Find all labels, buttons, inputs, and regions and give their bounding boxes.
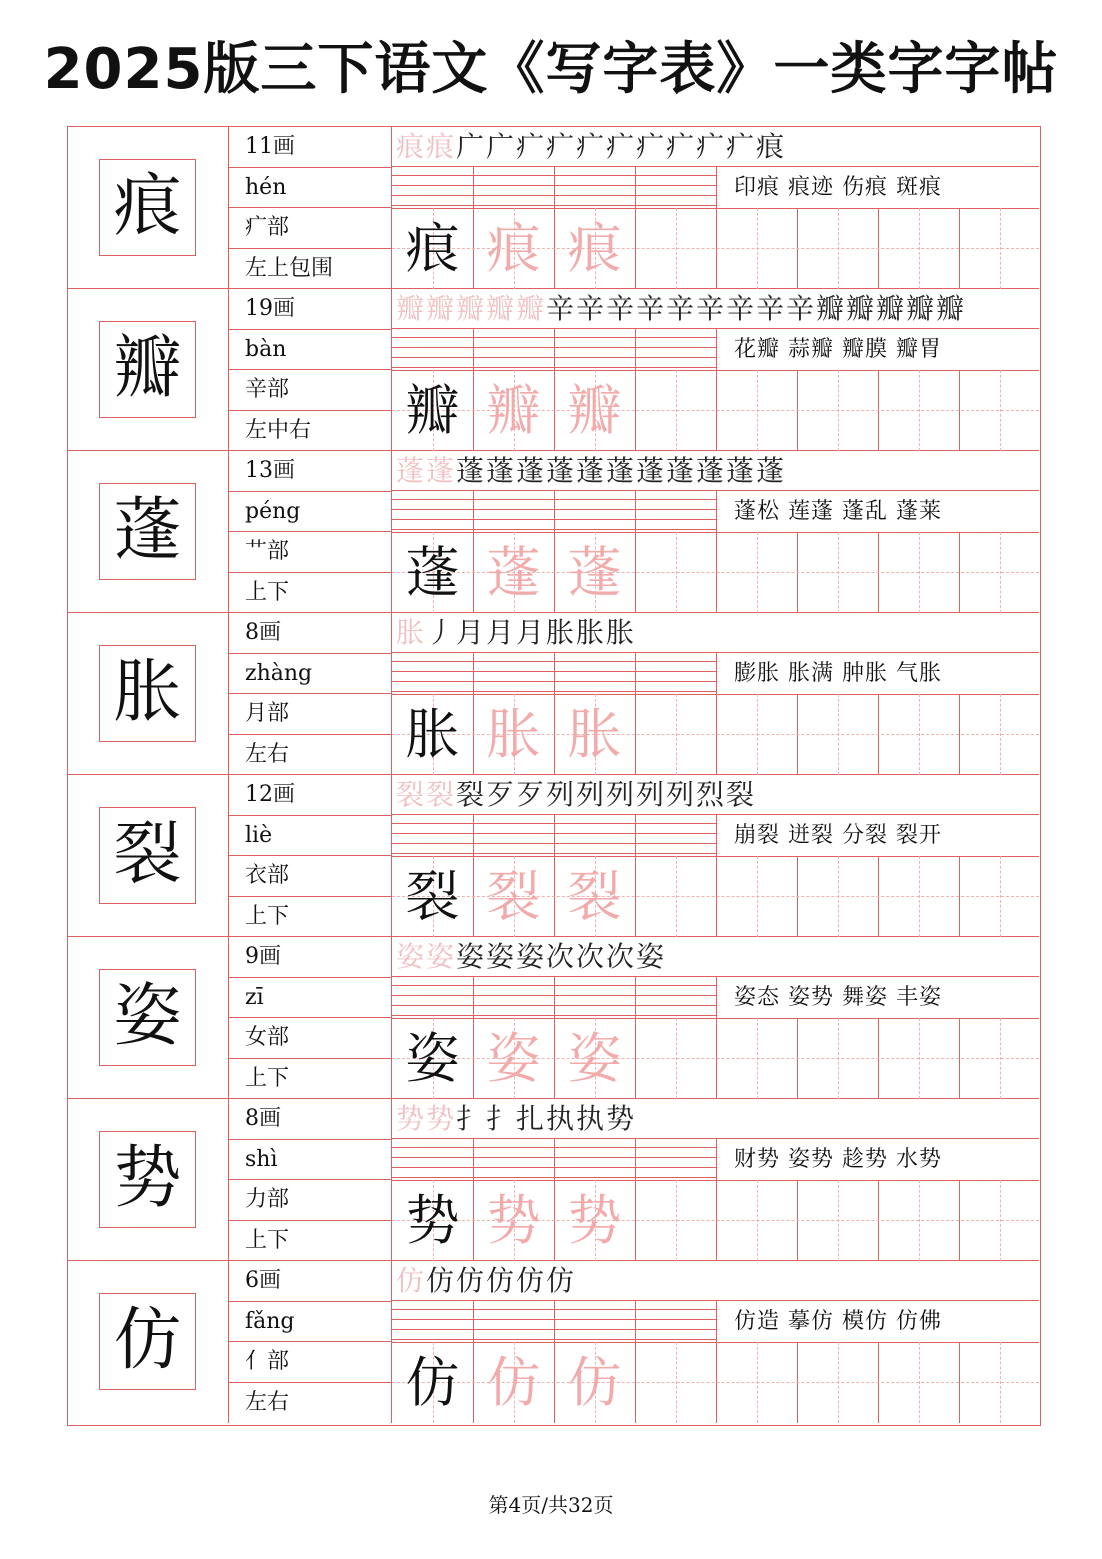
- pinyin: zī: [229, 978, 391, 1019]
- trace-character: 胀: [486, 703, 541, 766]
- trace-character: 痕: [486, 217, 541, 280]
- stroke-order-ghost: 痕痕: [396, 130, 457, 163]
- example-words: 蓬松 莲蓬 蓬乱 蓬莱: [734, 499, 942, 524]
- page-number: 第4页/共32页: [488, 1493, 614, 1517]
- character-row: [68, 1099, 1039, 1261]
- trace-character: 姿: [486, 1027, 541, 1090]
- stroke-count: 9画: [229, 937, 391, 978]
- stroke-order-sequence: 姿姿姿次次次姿: [456, 940, 667, 973]
- practice-grid: [392, 127, 1039, 288]
- grid-line: [635, 977, 636, 1099]
- stroke-order-sequence: 丿月月月胀胀胀: [426, 616, 637, 649]
- big-character: 裂: [99, 807, 196, 904]
- stroke-order: [392, 775, 1039, 815]
- structure: 上下: [245, 1065, 290, 1091]
- copybook-sheet: [67, 126, 1041, 1426]
- trace-character: 蓬: [567, 541, 622, 604]
- stroke-order: [392, 127, 1039, 167]
- model-character: 姿: [405, 1027, 460, 1090]
- trace-character: 仿: [567, 1351, 622, 1414]
- trace-character: 裂: [486, 865, 541, 928]
- stroke-count: 6画: [229, 1261, 391, 1302]
- grid-line: [635, 167, 636, 289]
- example-words: 花瓣 蒜瓣 瓣膜 瓣胃: [734, 337, 942, 362]
- trace-character: 蓬: [486, 541, 541, 604]
- radical: 衣部: [229, 856, 391, 897]
- stroke-order: [392, 1099, 1039, 1139]
- stroke-order-ghost: 瓣瓣瓣瓣瓣: [396, 292, 547, 325]
- trace-character: 瓣: [567, 379, 622, 442]
- stroke-order-sequence: 仿仿仿仿仿: [426, 1264, 577, 1297]
- stroke-order-sequence: 辛辛辛辛辛辛辛辛辛瓣瓣瓣瓣瓣: [546, 292, 967, 325]
- pinyin: shì: [229, 1140, 391, 1181]
- page-title: 2025版三下语文《写字表》一类字字帖: [43, 37, 1059, 102]
- stroke-count: 12画: [229, 775, 391, 816]
- grid-line: [716, 653, 717, 775]
- example-words: 姿态 姿势 舞姿 丰姿: [734, 985, 942, 1010]
- stroke-count: 19画: [229, 289, 391, 330]
- big-character: 痕: [99, 159, 196, 256]
- stroke-order: [392, 451, 1039, 491]
- pinyin: bàn: [229, 330, 391, 371]
- grid-line: [716, 1139, 717, 1261]
- info-column: [229, 775, 392, 936]
- radical: 辛部: [229, 370, 391, 411]
- practice-grid: [392, 937, 1039, 1098]
- grid-line: [716, 167, 717, 289]
- big-character: 姿: [99, 969, 196, 1066]
- big-char-cell: [68, 613, 229, 774]
- info-column: [229, 1099, 392, 1260]
- big-character: 胀: [99, 645, 196, 742]
- radical: 女部: [229, 1018, 391, 1059]
- structure: 左上包围: [245, 255, 334, 281]
- structure: 上下: [245, 903, 290, 929]
- stroke-order-sequence: 扌扌扎执执势: [456, 1102, 637, 1135]
- pinyin: hén: [229, 168, 391, 209]
- character-row: [68, 1261, 1039, 1423]
- big-char-cell: [68, 127, 229, 288]
- example-words: 财势 姿势 趁势 水势: [734, 1147, 942, 1172]
- character-row: [68, 451, 1039, 613]
- big-char-cell: [68, 937, 229, 1098]
- radical: 艹部: [229, 532, 391, 573]
- big-character: 势: [99, 1131, 196, 1228]
- big-char-cell: [68, 1099, 229, 1260]
- stroke-order-ghost: 势势: [396, 1102, 457, 1135]
- character-row: [68, 613, 1039, 775]
- info-column: [229, 127, 392, 288]
- stroke-count: 13画: [229, 451, 391, 492]
- big-character: 仿: [99, 1293, 196, 1390]
- example-words: 崩裂 迸裂 分裂 裂开: [734, 823, 942, 848]
- grid-line: [635, 815, 636, 937]
- grid-line: [716, 977, 717, 1099]
- stroke-count: 11画: [229, 127, 391, 168]
- trace-character: 势: [567, 1189, 622, 1252]
- model-character: 蓬: [405, 541, 460, 604]
- grid-line: [635, 653, 636, 775]
- big-char-cell: [68, 289, 229, 450]
- example-words: 仿造 摹仿 模仿 仿佛: [734, 1309, 942, 1334]
- stroke-order-ghost: 裂裂: [396, 778, 457, 811]
- info-column: [229, 289, 392, 450]
- pinyin: zhàng: [229, 654, 391, 695]
- stroke-count: 8画: [229, 1099, 391, 1140]
- model-character: 势: [405, 1189, 460, 1252]
- info-column: [229, 1261, 392, 1423]
- info-column: [229, 613, 392, 774]
- grid-line: [716, 329, 717, 451]
- radical: 力部: [229, 1180, 391, 1221]
- trace-character: 势: [486, 1189, 541, 1252]
- structure: 左中右: [245, 417, 312, 443]
- stroke-order-ghost: 仿: [396, 1264, 427, 1297]
- trace-character: 痕: [567, 217, 622, 280]
- character-row: [68, 937, 1039, 1099]
- model-character: 痕: [405, 217, 460, 280]
- trace-character: 瓣: [486, 379, 541, 442]
- stroke-order: [392, 289, 1039, 329]
- practice-grid: [392, 1099, 1039, 1260]
- grid-line: [635, 491, 636, 613]
- big-character: 蓬: [99, 483, 196, 580]
- radical: 月部: [229, 694, 391, 735]
- radical: 疒部: [229, 208, 391, 249]
- practice-grid: [392, 613, 1039, 774]
- pinyin: fǎng: [229, 1302, 391, 1343]
- grid-line: [635, 1301, 636, 1423]
- pinyin: péng: [229, 492, 391, 533]
- trace-character: 姿: [567, 1027, 622, 1090]
- trace-character: 胀: [567, 703, 622, 766]
- grid-line: [716, 491, 717, 613]
- example-words: 膨胀 胀满 肿胀 气胀: [734, 661, 942, 686]
- practice-grid: [392, 775, 1039, 936]
- structure: 上下: [245, 579, 290, 605]
- character-row: [68, 289, 1039, 451]
- grid-line: [716, 1301, 717, 1423]
- grid-line: [635, 1139, 636, 1261]
- pinyin: liè: [229, 816, 391, 857]
- stroke-order-ghost: 胀: [396, 616, 427, 649]
- big-char-cell: [68, 451, 229, 612]
- practice-grid: [392, 451, 1039, 612]
- trace-character: 仿: [486, 1351, 541, 1414]
- practice-grid: [392, 289, 1039, 450]
- character-row: [68, 775, 1039, 937]
- model-character: 裂: [405, 865, 460, 928]
- character-row: [68, 127, 1039, 289]
- info-column: [229, 451, 392, 612]
- stroke-order: [392, 937, 1039, 977]
- stroke-order-sequence: 蓬蓬蓬蓬蓬蓬蓬蓬蓬蓬蓬: [456, 454, 787, 487]
- stroke-order: [392, 613, 1039, 653]
- stroke-order-sequence: 广广疒疒疒疒疒疒疒疒痕: [456, 130, 787, 163]
- structure: 左右: [245, 741, 290, 767]
- radical: 亻部: [229, 1342, 391, 1383]
- structure: 上下: [245, 1227, 290, 1253]
- stroke-count: 8画: [229, 613, 391, 654]
- practice-grid: [392, 1261, 1039, 1423]
- model-character: 仿: [405, 1351, 460, 1414]
- info-column: [229, 937, 392, 1098]
- model-character: 胀: [405, 703, 460, 766]
- stroke-order-ghost: 蓬蓬: [396, 454, 457, 487]
- example-words: 印痕 痕迹 伤痕 斑痕: [734, 175, 942, 200]
- stroke-order-ghost: 姿姿: [396, 940, 457, 973]
- big-char-cell: [68, 1261, 229, 1423]
- grid-line: [635, 329, 636, 451]
- big-char-cell: [68, 775, 229, 936]
- stroke-order-sequence: 裂歹歹列列列列列烈裂: [456, 778, 757, 811]
- structure: 左右: [245, 1389, 290, 1415]
- grid-line: [716, 815, 717, 937]
- trace-character: 裂: [567, 865, 622, 928]
- stroke-order: [392, 1261, 1039, 1301]
- big-character: 瓣: [99, 321, 196, 418]
- model-character: 瓣: [405, 379, 460, 442]
